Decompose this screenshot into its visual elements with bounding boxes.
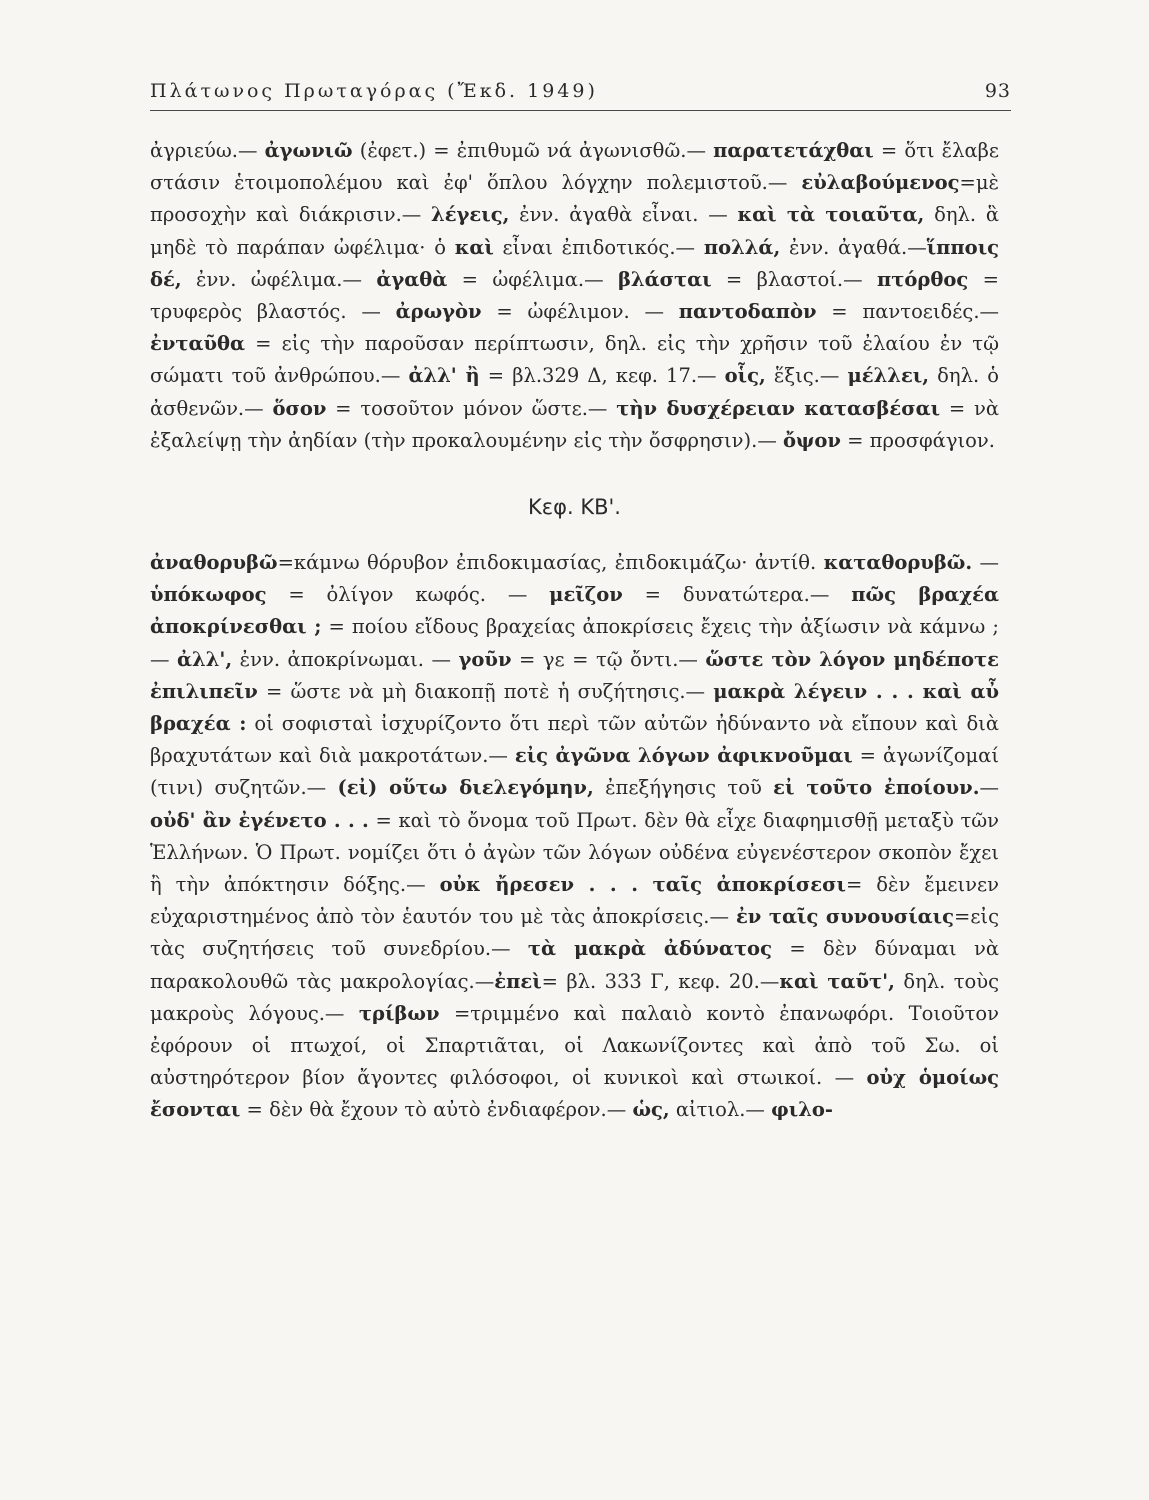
- gloss: = ὠφέλιμον. —: [481, 300, 679, 324]
- lemma: ἐνταῦθα: [150, 332, 246, 356]
- lemma: εἰ τοῦτο ἐποίουν.: [773, 776, 980, 800]
- lemma: οὐκ ἤρεσεν . . . ταῖς ἀποκρίσεσι: [439, 873, 846, 897]
- lemma: καὶ ταῦτ',: [779, 969, 895, 993]
- lemma: πολλά,: [703, 235, 781, 259]
- lemma: ὑπόκωφος: [150, 583, 267, 607]
- lemma: ἀλλ' ἢ: [408, 364, 480, 388]
- gloss: = βλ. 333 Γ, κεφ. 20.—: [541, 969, 780, 993]
- lemma: οὐχ ὁμοίως ἔσονται: [150, 1066, 1000, 1122]
- gloss: εἶναι ἐπιδοτικός.—: [493, 235, 704, 259]
- lemma: ἀγαθὰ: [376, 267, 448, 291]
- lemma: μακρὰ λέγειν . . . καὶ αὖ βραχέα :: [150, 679, 1000, 736]
- lemma: τὰ μακρὰ ἀδύνατος: [527, 937, 772, 961]
- page-number: 93: [984, 80, 1011, 102]
- gloss: —: [979, 776, 999, 800]
- gloss: = τρυφερὸς βλαστός. —: [150, 267, 999, 324]
- gloss: = ὀλίγον κωφός. —: [266, 583, 550, 607]
- lemma: παρατετάχθαι: [713, 139, 874, 162]
- running-head: [150, 80, 1011, 111]
- gloss: δηλ. τοὺς μακροὺς λόγους.—: [150, 969, 999, 1025]
- chapter-heading: Κεφ. ΚΒ'.: [528, 495, 621, 520]
- gloss: = τοσοῦτον μόνον ὥστε.—: [326, 396, 617, 420]
- gloss: = δὲν δύναμαι νὰ παρακολουθῶ τὰς μακρολογίας.—: [150, 937, 1000, 993]
- gloss: = δὲν θὰ ἔχουν τὸ αὐτὸ ἐνδιαφέρον.—: [240, 1098, 633, 1122]
- gloss: = βλαστοί.—: [711, 267, 878, 291]
- lemma: ὅσον: [272, 396, 327, 420]
- gloss: = καὶ τὸ ὄνομα τοῦ Πρωτ. δὲν θὰ εἶχε διαφημισθῇ μεταξὺ τῶν Ἑλλήνων. Ὁ Πρωτ. νομίζει ὅτι ὁ ἀγὼν τῶν λόγων οὐδένα εὐγενέστερον σκοπὸν ἔχει ἢ τὴν ἀπόκτησιν δόξης.—: [150, 808, 1000, 897]
- gloss: ἐνν. ἀποκρίνωμαι. —: [232, 647, 459, 671]
- lemma: λέγεις,: [431, 203, 510, 227]
- gloss: ἐνν. ὠφέλιμα.—: [181, 267, 377, 291]
- gloss: ἕξις.—: [765, 364, 848, 388]
- gloss: = εἰς τὴν παροῦσαν περίπτωσιν, δηλ. εἰς τὴν χρῆσιν τοῦ ἐλαίου ἐν τῷ σώματι τοῦ ἀνθρώπου.—: [150, 332, 999, 388]
- gloss: αἰτιολ.—: [669, 1098, 772, 1122]
- lemma: μεῖζον: [549, 583, 623, 607]
- gloss: =εἰς τὰς συζητήσεις τοῦ συνεδρίου.—: [150, 905, 999, 961]
- gloss: = δυνατώτερα.—: [622, 583, 852, 607]
- gloss: (ἐφετ.) = ἐπιθυμῶ νά ἀγωνισθῶ.—: [352, 139, 714, 162]
- gloss: = ἀγωνίζομαί (τινι) συζητῶν.—: [150, 744, 999, 800]
- lemma: τρίβων: [358, 1001, 440, 1025]
- glossary-block-2: [150, 547, 999, 1127]
- gloss: = νὰ ἐξαλείψῃ τὴν ἀηδίαν (τὴν προκαλουμένην εἰς τὴν ὄσφρησιν).—: [150, 396, 1000, 452]
- lemma: οἷς,: [724, 364, 766, 388]
- lemma: πῶς βραχέα ἀποκρίνεσθαι ;: [150, 583, 999, 639]
- lemma: (εἰ) οὕτω διελεγόμην,: [337, 776, 594, 800]
- gloss: =μὲ προσοχὴν καὶ διάκρισιν.—: [150, 171, 999, 227]
- gloss: ἐνν. ἀγαθά.—: [780, 235, 927, 259]
- gloss: οἱ σοφισταὶ ἰσχυρίζοντο ὅτι περὶ τῶν αὐτῶν ἠδύναντο νὰ εἴπουν καὶ διὰ βραχυτάτων καὶ διὰ μακροτάτων.—: [150, 712, 999, 768]
- lemma: εὐλαβούμενος: [801, 171, 960, 195]
- gloss: = γε = τῷ ὄντι.—: [511, 647, 706, 671]
- lemma: καὶ τὰ τοιαῦτα,: [737, 203, 925, 227]
- lemma: ἀλλ',: [177, 647, 233, 671]
- lemma: καταθορυβῶ.: [823, 551, 973, 575]
- gloss: ἀγριεύω.—: [150, 139, 265, 162]
- gloss: ἐπεξήγησις τοῦ: [593, 776, 774, 800]
- glossary-paragraph: [150, 135, 999, 457]
- gloss: = ὥστε νὰ μὴ διακοπῇ ποτὲ ἡ συζήτησις.—: [257, 679, 714, 703]
- lemma: οὐδ' ἂν ἐγένετο . . .: [150, 808, 369, 832]
- gloss: = προσφάγιον.: [840, 428, 995, 452]
- gloss: =κάμνω θόρυβον ἐπιδοκιμασίας, ἐπιδοκιμάζω· ἀντίθ.: [277, 551, 824, 575]
- gloss: = παντοειδές.—: [816, 300, 1000, 324]
- lemma: ἵπποις δέ,: [150, 235, 999, 291]
- lemma: φιλο-: [771, 1098, 833, 1122]
- gloss: = βλ.329 Δ, κεφ. 17.—: [479, 364, 725, 388]
- gloss: = ὠφέλιμα.—: [447, 267, 618, 291]
- lemma: μέλλει,: [847, 364, 930, 388]
- lemma: τὴν δυσχέρειαν κατασβέσαι: [616, 396, 941, 420]
- gloss: ἐνν. ἀγαθὰ εἶναι. —: [509, 203, 738, 227]
- gloss: δηλ. ὁ ἀσθενῶν.—: [150, 364, 999, 420]
- lemma: ὡς,: [632, 1098, 670, 1122]
- gloss: = δὲν ἔμεινεν εὐχαριστημένος ἀπὸ τὸν ἑαυτόν του μὲ τὰς ἀποκρίσεις.—: [150, 873, 999, 929]
- lemma: ὄψον: [783, 428, 841, 452]
- lemma: γοῦν: [458, 647, 512, 671]
- lemma: βλάσται: [617, 267, 712, 291]
- gloss: δηλ. ἃ μηδὲ τὸ παράπαν ὠφέλιμα· ὁ: [150, 203, 999, 259]
- running-title: Πλάτωνος Πρωταγόρας (Ἔκδ. 1949): [150, 80, 598, 102]
- lemma: ἀρωγὸν: [395, 300, 482, 324]
- lemma: ἀγωνιῶ: [264, 139, 353, 162]
- lemma: ὥστε τὸν λόγον μηδέποτε ἐπιλιπεῖν: [150, 647, 999, 703]
- gloss: —: [972, 551, 1000, 575]
- lemma: καὶ: [454, 235, 494, 259]
- glossary-paragraph: [150, 547, 999, 1127]
- gloss: = ποίου εἴδους βραχείας ἀποκρίσεις ἔχεις τὴν ἀξίωσιν νὰ κάμνω ; —: [150, 615, 999, 671]
- glossary-block-1: [150, 135, 999, 457]
- lemma: εἰς ἀγῶνα λόγων ἀφικνοῦμαι: [514, 744, 853, 768]
- gloss: = ὅτι ἔλαβε στάσιν ἑτοιμοπολέμου καὶ ἐφ' ὅπλου λόγχην πολεμιστοῦ.—: [150, 139, 999, 195]
- lemma: πτόρθος: [877, 267, 969, 291]
- gloss: =τριμμένο καὶ παλαιὸ κοντὸ ἐπανωφόρι. Τοιοῦτον ἐφόρουν οἱ πτωχοί, οἱ Σπαρτιᾶται, οἱ Λακωνίζοντες καὶ ἀπὸ τοῦ Σω. οἱ αὐστηρότερον βίον ἄγοντες φιλόσοφοι, οἱ κυνικοὶ καὶ στωικοί. —: [150, 1001, 1000, 1090]
- lemma: ἀναθορυβῶ: [150, 551, 278, 575]
- lemma: ἐπεὶ: [494, 969, 542, 993]
- lemma: ἐν ταῖς συνουσίαις: [735, 905, 954, 929]
- lemma: παντοδαπὸν: [678, 300, 817, 324]
